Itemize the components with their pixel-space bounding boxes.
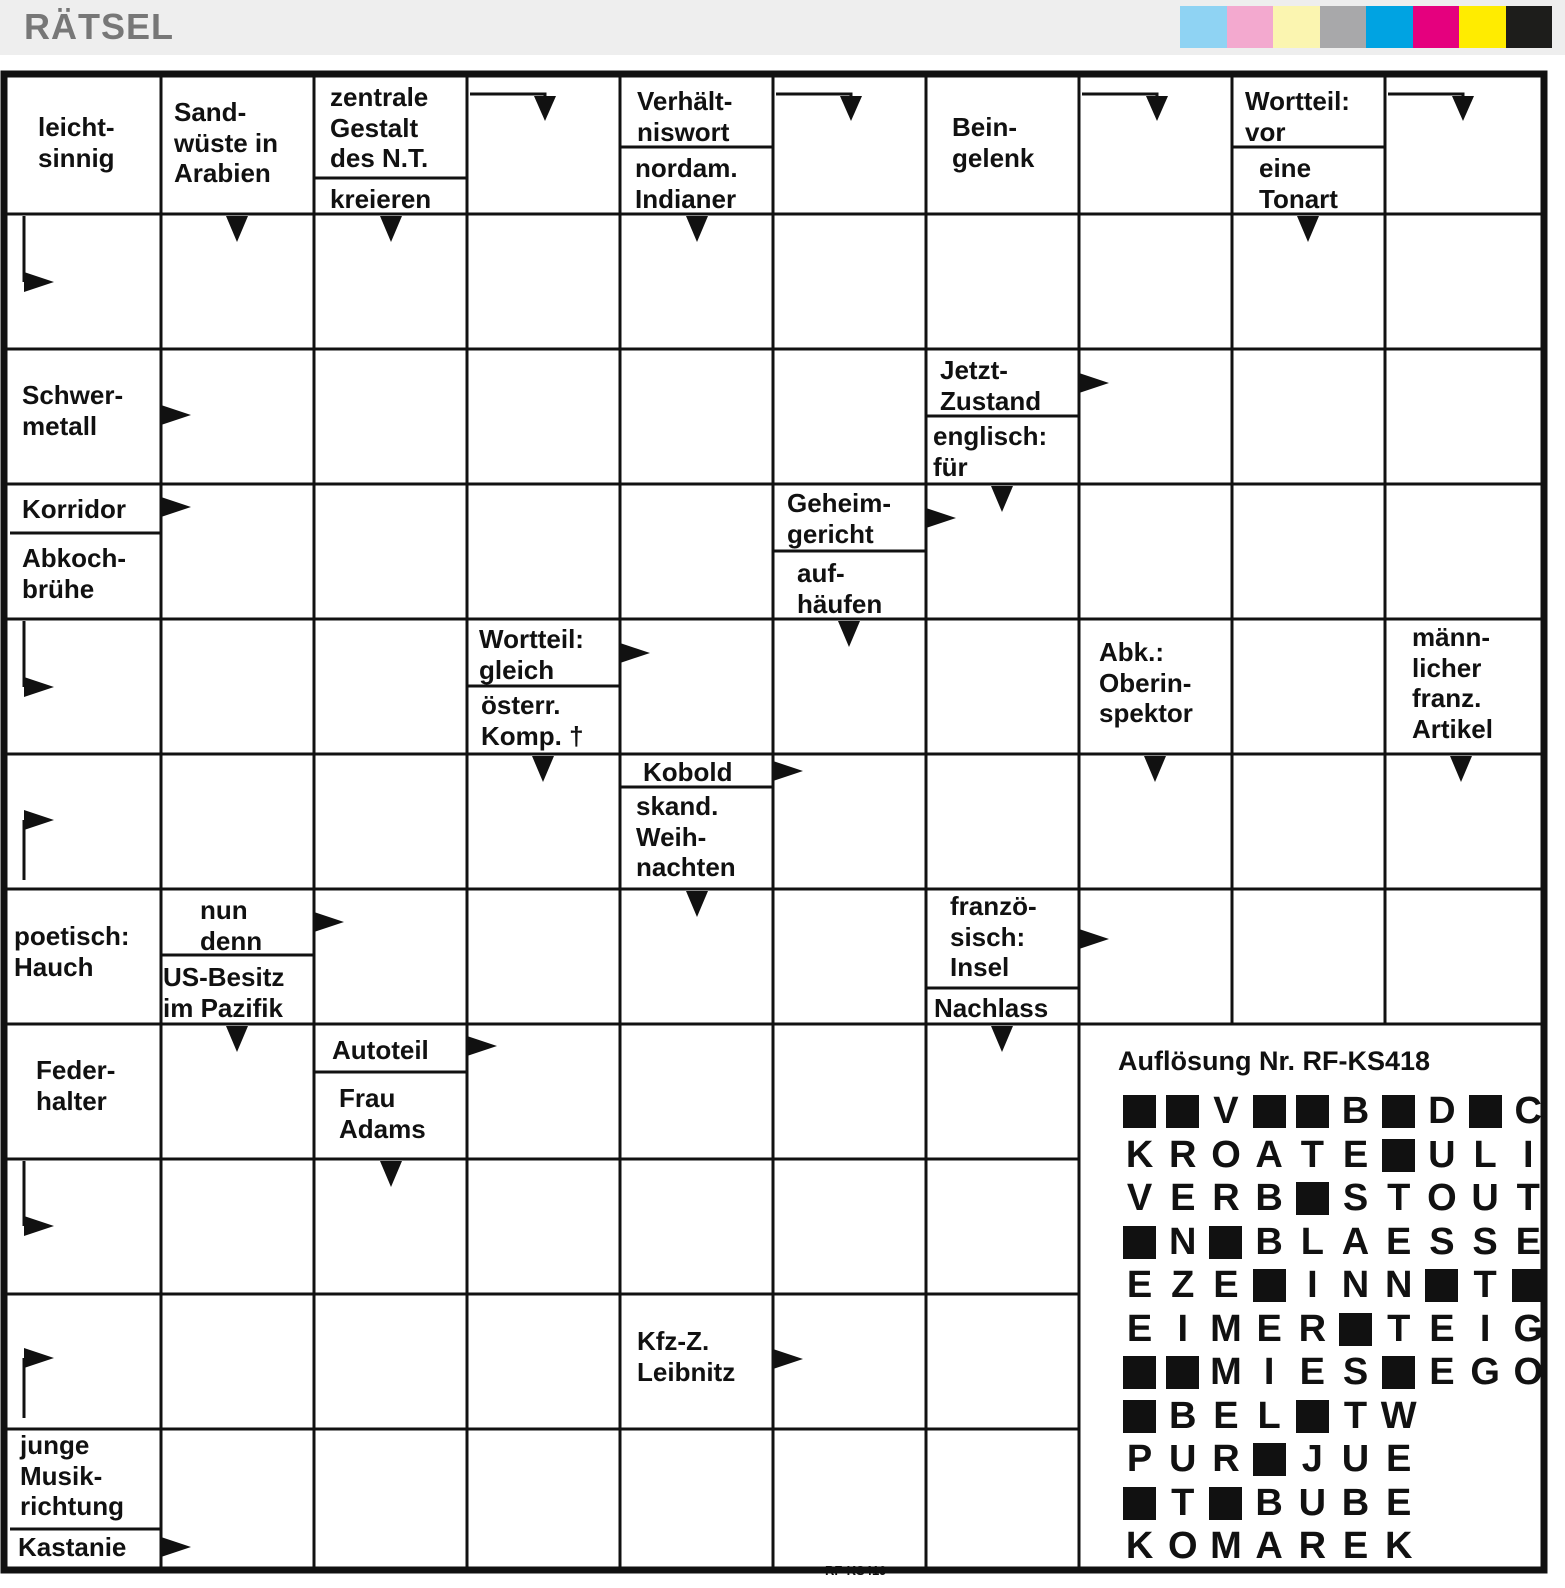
solution-letter: G (1470, 1351, 1500, 1394)
solution-block (1334, 1308, 1377, 1352)
solution-block (1118, 1395, 1161, 1439)
black-square (1382, 1356, 1415, 1389)
solution-block (1204, 1482, 1247, 1526)
solution-letter: R (1169, 1133, 1197, 1176)
solution-letter: K (1125, 1525, 1154, 1568)
solution-letter: O (1211, 1133, 1241, 1176)
arrow-down-icon (840, 96, 862, 121)
solution-block (1248, 1264, 1291, 1308)
black-square (1296, 1095, 1329, 1128)
black-square (1253, 1269, 1286, 1302)
solution-letter: E (1299, 1351, 1326, 1394)
clue-text: leicht- sinnig (38, 112, 115, 173)
solution-letter: R (1212, 1177, 1240, 1220)
solution-letter: W (1380, 1394, 1417, 1437)
arrow-down-icon (1146, 96, 1168, 121)
clue-text: poetisch: Hauch (14, 921, 130, 982)
solution-letter: E (1170, 1177, 1196, 1220)
solution-letter: M (1210, 1525, 1242, 1568)
solution-letter: B (1341, 1481, 1370, 1524)
clue-text: Feder- halter (36, 1055, 116, 1116)
solution-letter: V (1126, 1177, 1153, 1220)
solution-row (1118, 1525, 1550, 1569)
arrow-down-icon (686, 216, 708, 242)
clue-text: Abkoch- brühe (22, 543, 126, 604)
solution-letter: T (1343, 1394, 1368, 1437)
solution-block (1291, 1177, 1334, 1221)
solution-block (1204, 1221, 1247, 1265)
solution-row (1118, 1177, 1550, 1221)
black-square (1296, 1182, 1329, 1215)
black-square (1123, 1487, 1156, 1520)
solution-letter: I (1263, 1351, 1275, 1394)
clue-text: US-Besitz im Pazifik (163, 962, 285, 1023)
clue-text: Verhält- niswort (637, 86, 733, 147)
solution-letter: E (1213, 1264, 1239, 1307)
solution-block (1291, 1090, 1334, 1134)
black-square (1382, 1095, 1415, 1128)
solution-row (1118, 1090, 1550, 1134)
clue-text: Korridor (22, 494, 126, 524)
solution-letter: M (1210, 1307, 1242, 1350)
solution-letter: E (1126, 1307, 1153, 1350)
solution-letter: J (1301, 1438, 1323, 1481)
clue-text: auf- häufen (797, 558, 883, 619)
solution-letter: K (1125, 1133, 1154, 1176)
solution-letter: A (1255, 1525, 1283, 1568)
solution-row (1118, 1308, 1550, 1352)
clue-text: franzö- sisch: Insel (950, 891, 1037, 983)
solution-letter: S (1342, 1177, 1369, 1220)
solution-block (1464, 1090, 1507, 1134)
arrow-down-icon (226, 216, 248, 242)
solution-letter: K (1384, 1525, 1413, 1568)
clue-text: Sand- wüste in Arabien (174, 97, 279, 189)
arrow-right-icon (24, 1348, 54, 1368)
clue-text: junge Musik- richtung (20, 1430, 124, 1522)
clue-text: Wortteil: gleich (479, 624, 584, 685)
solution-letter: P (1126, 1438, 1153, 1481)
clue-text: Kfz-Z. Leibnitz (637, 1326, 736, 1387)
black-square (1425, 1269, 1458, 1302)
clue-text: männ- licher franz. Artikel (1412, 622, 1493, 745)
arrow-right-icon (161, 497, 191, 517)
solution-block (1377, 1351, 1420, 1395)
solution-letter: U (1169, 1438, 1197, 1481)
clue-text: Kobold (643, 757, 733, 787)
solution-row (1118, 1438, 1550, 1482)
clue-text: Geheim- gericht (787, 488, 892, 549)
solution-letter: Z (1171, 1264, 1195, 1307)
solution-letter: R (1212, 1438, 1240, 1481)
arrow-down-icon (686, 891, 708, 917)
black-square (1123, 1095, 1156, 1128)
black-square (1296, 1400, 1329, 1433)
solution-letter: N (1341, 1264, 1370, 1307)
solution-letter: T (1516, 1177, 1540, 1220)
clue-text: Nachlass (934, 993, 1049, 1023)
solution-letter: E (1386, 1481, 1412, 1524)
arrow-right-icon (1079, 373, 1109, 393)
arrow-right-icon (773, 761, 803, 781)
solution-block (1377, 1090, 1420, 1134)
arrow-right-icon (926, 508, 956, 528)
clue-text: österr. Komp. † (481, 690, 584, 751)
solution-letter: E (1429, 1307, 1455, 1350)
solution-letter: I (1307, 1264, 1318, 1307)
arrow-right-icon (314, 912, 344, 932)
solution-letter: N (1384, 1264, 1413, 1307)
solution-block (1248, 1090, 1291, 1134)
solution-block (1118, 1221, 1161, 1265)
solution-letter: T (1473, 1264, 1497, 1307)
solution-letter: B (1255, 1177, 1283, 1220)
solution-block (1118, 1482, 1161, 1526)
solution-letter: S (1429, 1220, 1455, 1263)
solution-block (1420, 1264, 1463, 1308)
solution-block (1248, 1438, 1291, 1482)
puzzle-code: RF-KS419 (825, 1563, 887, 1578)
solution-letter: U (1341, 1438, 1370, 1481)
solution-letter: B (1169, 1394, 1197, 1437)
arrow-down-icon (532, 756, 554, 782)
arrow-down-icon (380, 216, 402, 242)
solution-letter: E (1515, 1220, 1541, 1263)
solution-letter: U (1471, 1177, 1499, 1220)
solution-letter: D (1428, 1090, 1456, 1133)
solution-letter: B (1341, 1090, 1370, 1133)
solution-letter: E (1386, 1438, 1412, 1481)
arrow-right-icon (161, 405, 191, 425)
black-square (1512, 1269, 1545, 1302)
arrow-down-icon (226, 1026, 248, 1052)
solution-letter: S (1342, 1351, 1369, 1394)
solution-block (1291, 1395, 1334, 1439)
solution-block (1507, 1264, 1550, 1308)
black-square (1253, 1095, 1286, 1128)
solution-letter: E (1256, 1307, 1282, 1350)
arrow-right-icon (467, 1036, 497, 1056)
black-square (1382, 1139, 1415, 1172)
black-square (1166, 1095, 1199, 1128)
arrow-right-icon (24, 272, 54, 292)
solution-row (1118, 1395, 1550, 1439)
hook-line (1388, 94, 1463, 96)
black-square (1123, 1226, 1156, 1259)
clue-text: nun denn (200, 895, 263, 956)
solution-letter: B (1255, 1481, 1283, 1524)
black-square (1123, 1356, 1156, 1389)
clue-text: skand. Weih- nachten (636, 791, 736, 883)
arrow-down-icon (1450, 756, 1472, 782)
solution-letter: T (1171, 1481, 1195, 1524)
clue-text: Kastanie (18, 1532, 127, 1562)
solution-grid (1118, 1090, 1550, 1569)
clue-text: nordam. Indianer (635, 153, 738, 214)
clue-text: Frau Adams (339, 1083, 426, 1144)
black-square (1469, 1095, 1502, 1128)
black-square (1166, 1356, 1199, 1389)
solution-letter: I (1177, 1307, 1189, 1350)
solution-letter: E (1386, 1220, 1412, 1263)
arrow-down-icon (534, 96, 556, 121)
solution-letter: O (1513, 1351, 1544, 1394)
solution-letter: G (1513, 1307, 1544, 1350)
solution-letter: M (1210, 1351, 1242, 1394)
solution-block (1161, 1351, 1204, 1395)
page-title: RÄTSEL (24, 6, 174, 47)
arrow-down-icon (1452, 96, 1474, 121)
arrow-right-icon (24, 810, 54, 830)
solution-letter: R (1298, 1525, 1327, 1568)
black-square (1339, 1313, 1372, 1346)
solution-letter: T (1387, 1177, 1411, 1220)
clue-text: Abk.: Oberin- spektor (1099, 637, 1193, 729)
solution-letter: R (1298, 1307, 1327, 1350)
solution-row (1118, 1351, 1550, 1395)
arrow-down-icon (1297, 216, 1319, 242)
solution-row (1118, 1264, 1550, 1308)
solution-letter: B (1255, 1220, 1283, 1263)
clue-text: zentrale Gestalt des N.T. (330, 82, 429, 174)
clue-text: Bein- gelenk (952, 112, 1035, 173)
solution-letter: I (1479, 1307, 1491, 1350)
solution-letter: E (1342, 1525, 1369, 1568)
arrow-down-icon (1144, 756, 1166, 782)
black-square (1253, 1443, 1286, 1476)
arrow-right-icon (24, 677, 54, 697)
solution-letter: A (1341, 1220, 1370, 1263)
solution-block (1377, 1134, 1420, 1178)
solution-block (1161, 1090, 1204, 1134)
solution-letter: V (1213, 1090, 1239, 1133)
solution-letter: T (1300, 1133, 1324, 1176)
solution-letter: A (1255, 1133, 1283, 1176)
arrow-down-icon (991, 1026, 1013, 1052)
solution-letter: O (1168, 1525, 1198, 1568)
hook-line (1082, 94, 1157, 96)
solution-letter: O (1427, 1177, 1457, 1220)
black-square (1209, 1226, 1242, 1259)
solution-letter: L (1473, 1133, 1497, 1176)
black-square (1209, 1487, 1242, 1520)
arrow-right-icon (161, 1537, 191, 1557)
solution-row (1118, 1482, 1550, 1526)
solution-letter: L (1257, 1394, 1281, 1437)
clue-text: Schwer- metall (22, 380, 124, 441)
solution-letter: C (1514, 1090, 1542, 1133)
clue-text: englisch: für (933, 421, 1048, 482)
black-square (1123, 1400, 1156, 1433)
solution-letter: N (1169, 1220, 1197, 1263)
arrow-down-icon (838, 621, 860, 647)
arrow-right-icon (1079, 929, 1109, 949)
solution-letter: T (1387, 1307, 1411, 1350)
solution-letter: I (1523, 1133, 1534, 1176)
arrow-right-icon (620, 643, 650, 663)
solution-letter: E (1342, 1133, 1369, 1176)
solution-letter: U (1298, 1481, 1327, 1524)
solution-letter: E (1429, 1351, 1455, 1394)
solution-letter: L (1300, 1220, 1324, 1263)
clue-text: kreieren (330, 184, 432, 214)
arrow-right-icon (773, 1349, 803, 1369)
solution-block (1118, 1090, 1161, 1134)
clue-text: eine Tonart (1259, 153, 1338, 214)
clue-text: Autoteil (332, 1035, 429, 1065)
solution-title: Auflösung Nr. RF-KS418 (1118, 1046, 1431, 1076)
hook-line (776, 94, 851, 96)
clue-text: Wortteil: vor (1245, 86, 1350, 147)
arrow-right-icon (24, 1216, 54, 1236)
clue-text: Jetzt- Zustand (940, 355, 1042, 416)
arrow-down-icon (991, 486, 1013, 512)
arrow-down-icon (380, 1161, 402, 1187)
solution-letter: S (1472, 1220, 1498, 1263)
solution-letter: U (1428, 1133, 1456, 1176)
solution-row (1118, 1134, 1550, 1178)
solution-row (1118, 1221, 1550, 1265)
solution-letter: E (1213, 1394, 1239, 1437)
solution-letter: E (1126, 1264, 1153, 1307)
hook-line (470, 94, 545, 96)
solution-block (1118, 1351, 1161, 1395)
